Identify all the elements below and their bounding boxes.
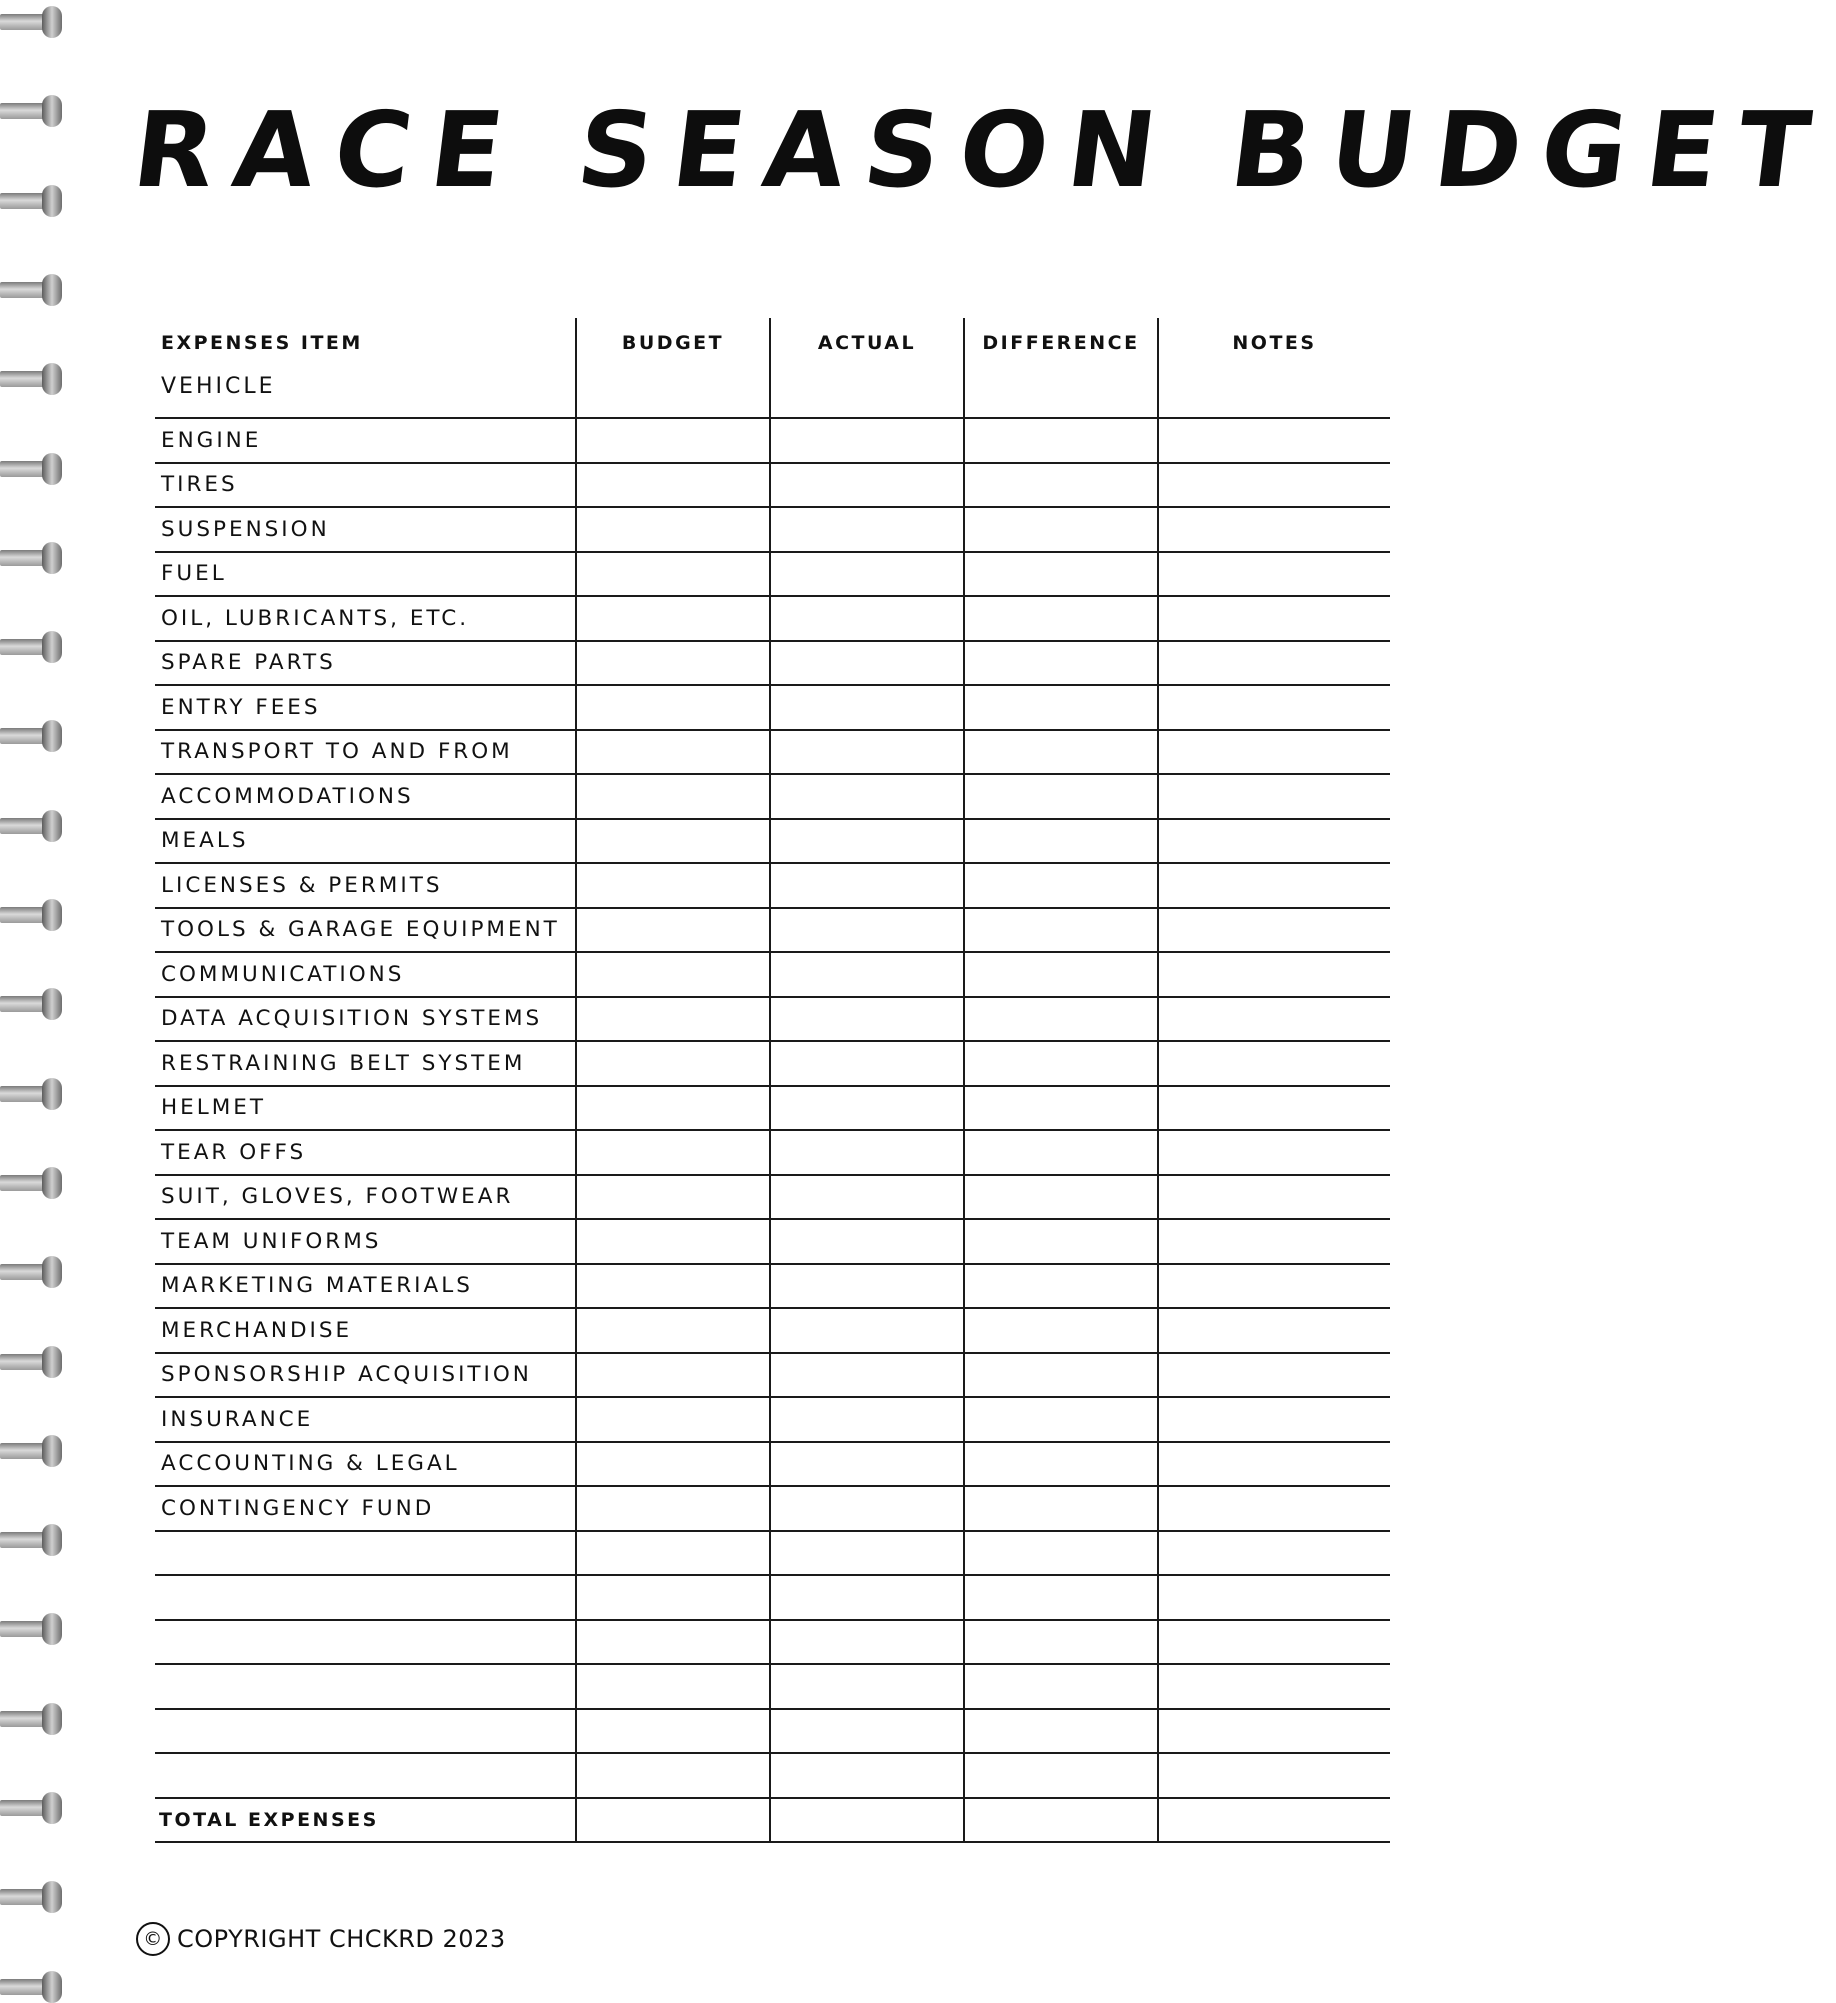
table-row [155,1308,1390,1353]
notes-cell[interactable] [1158,863,1390,908]
budget-cell[interactable] [576,1308,770,1353]
difference-cell[interactable] [964,685,1158,730]
binding-ring [0,542,62,574]
notes-cell[interactable] [1158,1442,1390,1487]
table-row [155,463,1390,508]
budget-cell[interactable] [576,685,770,730]
budget-cell[interactable] [576,1264,770,1309]
table-row [155,418,1390,463]
notes-cell[interactable] [1158,774,1390,819]
actual-cell[interactable] [770,952,964,997]
difference-cell[interactable] [964,1397,1158,1442]
difference-cell[interactable] [964,1175,1158,1220]
table-row [155,1575,1390,1620]
budget-cell[interactable] [576,730,770,775]
budget-cell[interactable] [576,908,770,953]
expense-item-label: ENTRY FEES [155,685,576,730]
table-row [155,552,1390,597]
difference-cell[interactable] [964,1130,1158,1175]
copyright-notice [136,1922,506,1956]
difference-cell[interactable] [964,418,1158,463]
column-header-expenses-item [155,318,576,418]
notes-cell[interactable] [1158,1620,1390,1665]
table-row [155,1664,1390,1709]
expense-item-label: TEAR OFFS [155,1130,576,1175]
table-row [155,730,1390,775]
expense-item-label: MEALS [155,819,576,864]
actual-cell[interactable] [770,819,964,864]
table-row [155,863,1390,908]
expense-item-label: SUIT, GLOVES, FOOTWEAR [155,1175,576,1220]
actual-cell[interactable] [770,774,964,819]
table-row [155,1175,1390,1220]
notes-cell[interactable] [1158,1086,1390,1131]
binding-ring [0,1613,62,1645]
difference-cell[interactable] [964,863,1158,908]
actual-cell[interactable] [770,1086,964,1131]
header-row [155,318,1390,418]
difference-cell[interactable] [964,952,1158,997]
binding-ring [0,1256,62,1288]
table-row [155,1442,1390,1487]
expense-item-label: SUSPENSION [155,507,576,552]
actual-cell[interactable] [770,463,964,508]
expense-item-label: TOOLS & GARAGE EQUIPMENT [155,908,576,953]
column-header-difference: DIFFERENCE [964,318,1158,418]
copyright-text: COPYRIGHT CHCKRD 2023 [177,1925,506,1953]
notes-cell[interactable] [1158,463,1390,508]
notes-cell[interactable] [1158,908,1390,953]
expense-item-label: SPONSORSHIP ACQUISITION [155,1353,576,1398]
binding-ring [0,274,62,306]
expense-item-label: MARKETING MATERIALS [155,1264,576,1309]
expense-item-label: INSURANCE [155,1397,576,1442]
difference-cell[interactable] [964,774,1158,819]
table-row [155,1531,1390,1576]
actual-cell[interactable] [770,1442,964,1487]
budget-cell[interactable] [576,641,770,686]
notes-cell[interactable] [1158,1175,1390,1220]
actual-cell[interactable] [770,908,964,953]
actual-cell[interactable] [770,552,964,597]
expense-item-label: OIL, LUBRICANTS, ETC. [155,596,576,641]
binding-ring [0,1524,62,1556]
actual-cell[interactable] [770,1664,964,1709]
difference-cell[interactable] [964,463,1158,508]
expense-item-label: RESTRAINING BELT SYSTEM [155,1041,576,1086]
binding-ring [0,6,62,38]
expense-item-label: ACCOUNTING & LEGAL [155,1442,576,1487]
difference-cell[interactable] [964,1264,1158,1309]
notes-cell[interactable] [1158,1041,1390,1086]
notes-cell[interactable] [1158,1709,1390,1754]
expense-item-label [155,1575,576,1620]
notes-cell[interactable] [1158,418,1390,463]
expense-item-label: TRANSPORT TO AND FROM [155,730,576,775]
difference-cell[interactable] [964,1486,1158,1531]
binding-ring [0,810,62,842]
table-row [155,685,1390,730]
difference-cell[interactable] [964,1664,1158,1709]
difference-cell[interactable] [964,1442,1158,1487]
difference-cell[interactable] [964,730,1158,775]
difference-cell[interactable] [964,908,1158,953]
expense-item-label: MERCHANDISE [155,1308,576,1353]
binding-ring [0,453,62,485]
binding-ring [0,988,62,1020]
budget-cell[interactable] [576,1130,770,1175]
notes-cell[interactable] [1158,1664,1390,1709]
expense-item-label: TIRES [155,463,576,508]
actual-cell[interactable] [770,1041,964,1086]
difference-cell[interactable] [964,1753,1158,1798]
difference-cell[interactable] [964,1709,1158,1754]
binding-ring [0,1971,62,2003]
budget-cell[interactable] [576,863,770,908]
expense-item-label [155,1753,576,1798]
budget-cell[interactable] [576,1709,770,1754]
difference-cell[interactable] [964,1575,1158,1620]
budget-cell[interactable] [576,552,770,597]
expense-item-label: HELMET [155,1086,576,1131]
actual-cell[interactable] [770,507,964,552]
expense-item-label: ENGINE [155,418,576,463]
expense-item-label [155,1531,576,1576]
budget-cell[interactable] [576,463,770,508]
table-row [155,596,1390,641]
table-row [155,1041,1390,1086]
actual-cell[interactable] [770,1575,964,1620]
notes-cell[interactable] [1158,641,1390,686]
actual-cell[interactable] [770,863,964,908]
notes-cell[interactable] [1158,1353,1390,1398]
binding-ring [0,363,62,395]
table-row [155,1130,1390,1175]
difference-cell[interactable] [964,1041,1158,1086]
binding-ring [0,95,62,127]
actual-cell[interactable] [770,1264,964,1309]
difference-cell[interactable] [964,1531,1158,1576]
expense-item-label [155,1664,576,1709]
column-header-actual: ACTUAL [770,318,964,418]
actual-cell[interactable] [770,1620,964,1665]
notes-cell[interactable] [1158,1264,1390,1309]
binding-ring [0,1435,62,1467]
binding-ring [0,1078,62,1110]
spiral-binding [0,0,70,2000]
binding-ring [0,1703,62,1735]
budget-cell[interactable] [576,774,770,819]
binding-ring [0,1792,62,1824]
actual-cell[interactable] [770,418,964,463]
difference-cell[interactable] [964,1086,1158,1131]
difference-cell[interactable] [964,1620,1158,1665]
expense-item-label: COMMUNICATIONS [155,952,576,997]
table-row [155,1486,1390,1531]
actual-cell[interactable] [770,1531,964,1576]
table-row [155,1709,1390,1754]
table-row [155,908,1390,953]
budget-cell[interactable] [576,1753,770,1798]
actual-cell[interactable] [770,1175,964,1220]
expense-item-label: CONTINGENCY FUND [155,1486,576,1531]
copyright-icon: © [136,1922,170,1956]
actual-cell[interactable] [770,730,964,775]
difference-cell[interactable] [964,1353,1158,1398]
table-row [155,1264,1390,1309]
table-row [155,1219,1390,1264]
budget-cell[interactable] [576,1353,770,1398]
budget-cell[interactable] [576,1086,770,1131]
binding-ring [0,899,62,931]
budget-cell[interactable] [576,1175,770,1220]
binding-ring [0,185,62,217]
table-row [155,1753,1390,1798]
table-row [155,997,1390,1042]
total-actual-cell[interactable] [770,1798,964,1843]
table-row [155,1620,1390,1665]
total-difference-cell[interactable] [964,1798,1158,1843]
total-row [155,1798,1390,1843]
binding-ring [0,1881,62,1913]
binding-ring [0,720,62,752]
table-row [155,641,1390,686]
notes-cell[interactable] [1158,507,1390,552]
budget-cell[interactable] [576,952,770,997]
table-row [155,819,1390,864]
notes-cell[interactable] [1158,1575,1390,1620]
budget-cell[interactable] [576,997,770,1042]
difference-cell[interactable] [964,641,1158,686]
difference-cell[interactable] [964,596,1158,641]
expense-item-label: LICENSES & PERMITS [155,863,576,908]
budget-cell[interactable] [576,1664,770,1709]
column-header-label: EXPENSES ITEM [161,332,363,354]
notes-cell[interactable] [1158,1753,1390,1798]
table-row [155,1353,1390,1398]
expense-item-label: ACCOMMODATIONS [155,774,576,819]
table-row [155,1397,1390,1442]
budget-cell[interactable] [576,1486,770,1531]
difference-cell[interactable] [964,1308,1158,1353]
total-budget-cell[interactable] [576,1798,770,1843]
budget-cell[interactable] [576,1397,770,1442]
actual-cell[interactable] [770,997,964,1042]
column-header-notes: NOTES [1158,318,1390,418]
actual-cell[interactable] [770,1709,964,1754]
binding-ring [0,631,62,663]
notes-cell[interactable] [1158,997,1390,1042]
budget-cell[interactable] [576,1620,770,1665]
expense-item-label: VEHICLE [161,374,276,399]
notes-cell[interactable] [1158,730,1390,775]
actual-cell[interactable] [770,1219,964,1264]
actual-cell[interactable] [770,1130,964,1175]
difference-cell[interactable] [964,552,1158,597]
expense-item-label: TEAM UNIFORMS [155,1219,576,1264]
notes-cell[interactable] [1158,596,1390,641]
binding-ring [0,1346,62,1378]
expense-item-label: SPARE PARTS [155,641,576,686]
budget-table [155,318,1390,1843]
actual-cell[interactable] [770,1353,964,1398]
notes-cell[interactable] [1158,1531,1390,1576]
actual-cell[interactable] [770,1486,964,1531]
notes-cell[interactable] [1158,952,1390,997]
notes-cell[interactable] [1158,1486,1390,1531]
total-notes-cell[interactable] [1158,1798,1390,1843]
notes-cell[interactable] [1158,1130,1390,1175]
difference-cell[interactable] [964,819,1158,864]
actual-cell[interactable] [770,1308,964,1353]
notes-cell[interactable] [1158,819,1390,864]
binding-ring [0,1167,62,1199]
budget-cell[interactable] [576,418,770,463]
notes-cell[interactable] [1158,1308,1390,1353]
notes-cell[interactable] [1158,685,1390,730]
notes-cell[interactable] [1158,1219,1390,1264]
actual-cell[interactable] [770,641,964,686]
expense-item-label [155,1709,576,1754]
notes-cell[interactable] [1158,1397,1390,1442]
budget-cell[interactable] [576,1575,770,1620]
page-title: RACE SEASON BUDGET [126,89,1836,211]
budget-cell[interactable] [576,1219,770,1264]
budget-cell[interactable] [576,1041,770,1086]
table-row [155,507,1390,552]
expense-item-label [155,1620,576,1665]
actual-cell[interactable] [770,685,964,730]
difference-cell[interactable] [964,997,1158,1042]
budget-cell[interactable] [576,507,770,552]
expense-item-label: DATA ACQUISITION SYSTEMS [155,997,576,1042]
difference-cell[interactable] [964,1219,1158,1264]
budget-cell[interactable] [576,819,770,864]
actual-cell[interactable] [770,1397,964,1442]
budget-cell[interactable] [576,1531,770,1576]
table-row [155,952,1390,997]
column-header-budget: BUDGET [576,318,770,418]
expense-item-label: FUEL [155,552,576,597]
actual-cell[interactable] [770,1753,964,1798]
expense-rows [155,418,1390,1798]
notes-cell[interactable] [1158,552,1390,597]
difference-cell[interactable] [964,507,1158,552]
budget-cell[interactable] [576,596,770,641]
total-expenses-label: TOTAL EXPENSES [155,1798,576,1843]
budget-cell[interactable] [576,1442,770,1487]
table-row [155,1086,1390,1131]
table-row [155,774,1390,819]
actual-cell[interactable] [770,596,964,641]
